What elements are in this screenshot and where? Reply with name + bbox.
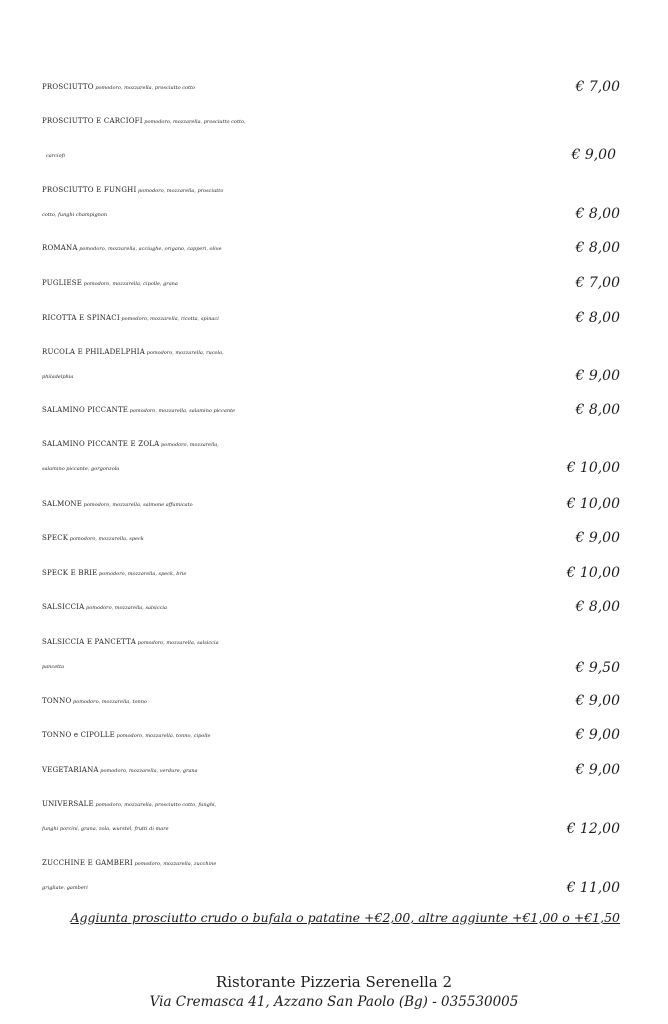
item-ingredients: pomodoro, mozzarella, prosciutto	[138, 188, 224, 194]
item-name: SALAMINO PICCANTE	[42, 406, 129, 414]
item-name: SALSICCIA	[42, 603, 85, 611]
item-price: € 9,00	[575, 530, 620, 546]
item-line-1	[42, 561, 620, 586]
item-ingredients: pomodoro, mozzarella, tonno, cipolle	[116, 733, 211, 739]
item-line-1	[42, 792, 620, 817]
item-ingredients: pomodoro, mozzarella, tonno	[73, 699, 147, 705]
item-name: SPECK E BRIE	[42, 569, 98, 577]
item-ingredients: pomodoro, mozzarella, salsiccia	[137, 640, 219, 646]
item-price: € 11,00	[566, 880, 620, 896]
item-ingredients-continued: salamino piccante, gorgonzola	[42, 466, 120, 472]
item-price: € 10,00	[566, 496, 620, 512]
item-line-1	[42, 689, 620, 714]
menu-item	[42, 340, 620, 389]
item-price: € 9,00	[575, 727, 620, 743]
menu-item	[42, 851, 620, 900]
menu-item	[42, 178, 620, 227]
menu-item	[42, 306, 620, 331]
menu-item	[42, 723, 620, 748]
item-ingredients: pomodoro, mozzarella, salsiccia	[86, 605, 167, 611]
menu-item	[42, 689, 620, 714]
menu-item	[42, 792, 620, 841]
item-ingredients: pomodoro, mozzarella, salamino piccante	[129, 408, 236, 414]
item-ingredients: pomodoro, mozzarella, acciughe, origano, capperi, olive	[79, 246, 222, 252]
menu-item	[42, 526, 620, 551]
item-price: € 9,50	[575, 660, 620, 676]
item-name: PROSCIUTTO E FUNGHI	[42, 186, 137, 194]
item-line-1	[42, 306, 620, 331]
item-line-1	[42, 271, 620, 296]
item-line-1	[42, 178, 620, 203]
item-name: SALAMINO PICCANTE E ZOLA	[42, 440, 160, 448]
item-name: SALSICCIA E PANCETTA	[42, 638, 137, 646]
item-ingredients-continued: philadelphia	[42, 374, 74, 380]
item-name: RICOTTA E SPINACI	[42, 314, 120, 322]
item-line-1	[42, 236, 620, 261]
item-line-1	[42, 526, 620, 551]
item-name: RUCOLA E PHILADELPHIA	[42, 348, 146, 356]
item-line-1	[42, 398, 620, 423]
menu-item	[42, 561, 620, 586]
menu-item	[42, 492, 620, 517]
item-ingredients: pomodoro, mozzarella, speck	[69, 536, 144, 542]
additions-note: Aggiunta prosciutto crudo o bufala o patatine +€2,00, altre aggiunte +€1,00 o +€1,50	[70, 910, 620, 925]
item-line-1	[42, 492, 620, 517]
restaurant-name: Ristorante Pizzeria Serenella 2	[215, 973, 453, 991]
item-price: € 10,00	[566, 460, 620, 476]
item-ingredients: pomodoro, mozzarella, salmone affumicato	[83, 502, 193, 508]
item-price: € 7,00	[575, 79, 620, 95]
item-price: € 9,00	[571, 147, 616, 163]
item-ingredients-continued: grigliate, gamberi	[42, 885, 88, 891]
menu-item	[42, 75, 620, 100]
menu-item	[42, 271, 620, 296]
item-ingredients: pomodoro, mozzarella, verdure, grana	[100, 768, 198, 774]
item-name: ROMANA	[42, 244, 78, 252]
item-price: € 9,00	[575, 762, 620, 778]
item-ingredients: pomodoro, mozzarella, speck, brie	[99, 571, 187, 577]
item-name: TONNO e CIPOLLE	[42, 731, 115, 739]
item-name: SALMONE	[42, 500, 83, 508]
item-price: € 9,00	[575, 693, 620, 709]
item-name: UNIVERSALE	[42, 800, 94, 808]
item-ingredients: pomodoro, mozzarella, cipolle, grana	[83, 281, 178, 287]
item-name: SPECK	[42, 534, 69, 542]
item-ingredients: pomodoro, mozzarella, prosciutto cotto, funghi,	[95, 802, 217, 808]
item-line-1	[42, 432, 620, 457]
item-line-1	[42, 723, 620, 748]
item-ingredients: pomodoro, mozzarella, zucchine	[134, 861, 217, 867]
item-name: TONNO	[42, 697, 72, 705]
item-line-1	[42, 630, 620, 655]
item-name: ZUCCHINE E GAMBERI	[42, 859, 133, 867]
item-ingredients-continued: cotto, funghi champignon	[42, 212, 108, 218]
item-price: € 10,00	[566, 565, 620, 581]
menu-item	[42, 595, 620, 620]
item-ingredients-continued: funghi porcini, grana, zola, wurstel, frutti di mare	[42, 826, 169, 832]
menu-item	[42, 109, 620, 168]
item-name: PROSCIUTTO	[42, 83, 94, 91]
menu-item	[42, 630, 620, 679]
item-ingredients: pomodoro, mozzarella, prosciutto cotto	[95, 85, 196, 91]
menu-item	[42, 758, 620, 783]
item-line-1	[42, 75, 620, 100]
item-ingredients: pomodoro, mozzarella, rucola,	[146, 350, 224, 356]
item-line-1	[42, 340, 620, 365]
item-line-1	[42, 851, 620, 876]
item-name: PUGLIESE	[42, 279, 83, 287]
item-price: € 8,00	[575, 240, 620, 256]
item-ingredients: pomodoro, mozzarella, prosciutto cotto,	[144, 119, 246, 125]
item-price: € 9,00	[575, 368, 620, 384]
item-ingredients: pomodoro, mozzarella, ricotta, spinaci	[121, 316, 219, 322]
restaurant-address: Via Cremasca 41, Azzano San Paolo (Bg) - 035530005	[149, 994, 519, 1010]
item-ingredients-continued: carciofi	[46, 153, 65, 159]
item-price: € 8,00	[575, 206, 620, 222]
item-price: € 8,00	[575, 599, 620, 615]
item-price: € 8,00	[575, 402, 620, 418]
item-ingredients-continued: pancetta	[42, 664, 65, 670]
item-name: VEGETARIANA	[42, 766, 99, 774]
item-price: € 8,00	[575, 310, 620, 326]
item-name: PROSCIUTTO E CARCIOFI	[42, 117, 143, 125]
footer	[0, 972, 668, 1012]
item-price: € 12,00	[566, 821, 620, 837]
menu-item	[42, 398, 620, 423]
item-line-1	[42, 758, 620, 783]
menu-item	[42, 432, 620, 481]
item-line-1	[42, 109, 620, 134]
item-line-1	[42, 595, 620, 620]
item-ingredients: pomodoro, mozzarella,	[160, 442, 219, 448]
menu-item	[42, 236, 620, 261]
item-price: € 7,00	[575, 275, 620, 291]
